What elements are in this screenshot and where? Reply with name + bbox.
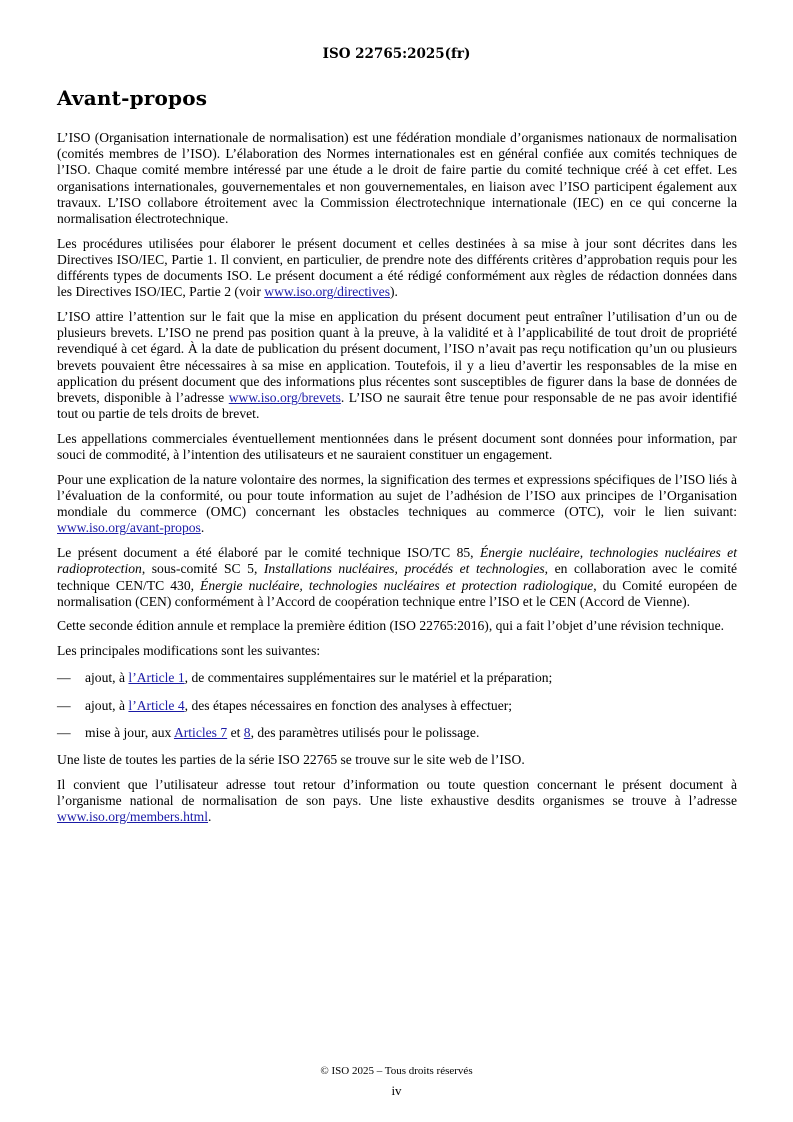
page-title: Avant-propos	[57, 86, 208, 110]
article-1-link[interactable]: l’Article 1	[128, 670, 185, 686]
article-7-link[interactable]: Articles 7	[173, 724, 228, 740]
dash-bullet: —	[57, 724, 71, 740]
dash-bullet: —	[57, 697, 71, 713]
directives-link[interactable]: www.iso.org/directives	[264, 284, 390, 300]
members-link[interactable]: www.iso.org/members.html	[57, 809, 209, 825]
paragraph-iso-intro: L’ISO (Organisation internationale de normalisation) est une fédération mondiale d’organismes nationaux de normalisation (comités membres de l’ISO). L’élaboration des Normes internationales est en général confiée aux comités techniques de l’ISO. Chaque comité membre intéressé par une étude a le droit de faire partie du comité technique créé à cet effet. Les organisations internationales, gouvernementales et non gouvernementales, en liaison avec l’ISO participent également aux travaux. L’ISO collabore étroitement avec la Commission électrotechnique internationale (IEC) en ce qui concerne la normalisation électrotechnique.	[57, 130, 737, 227]
foreword-body	[57, 130, 737, 834]
paragraph-trade-names: Les appellations commerciales éventuellement mentionnées dans le présent document sont données pour information, par souci de commodité, à l’intention des utilisateurs et ne sauraient constituer un engagement.	[57, 430, 737, 463]
paragraph-committee: Le présent document a été élaboré par le comité technique ISO/TC 85, Énergie nucléaire, technologies nucléaires et radioprotection, sous-comité SC 5, Installations nucléaires, procédés et technologies, en collaboration avec le comité technique CEN/TC 430, Énergie nucléaire, technologies nucléaires et protection radiologique, du Comité européen de normalisation (CEN) conformément à l’Accord de coopération technique entre l’ISO et le CEN (Accord de Vienne).	[57, 545, 738, 609]
article-4-link[interactable]: l’Article 4	[128, 697, 185, 713]
paragraph-patents: L’ISO attire l’attention sur le fait que la mise en application du présent document peut entraîner l’utilisation d’un ou de plusieurs brevets. L’ISO ne prend pas position quant à la preuve, à la validité et à l’applicabilité de tout droit de propriété revendiqué à cet égard. À la date de publication du présent document, l’ISO n’avait pas reçu notification qu’un ou plusieurs brevets pouvaient être nécessaires à sa mise en application. Toutefois, il y a lieu d’avertir les responsables de la mise en application du présent document que des informations plus récentes sont susceptibles de figurer dans la base de données de brevets, disponible à l’adresse www.iso.org/brevets. L’ISO ne saurait être tenue pour responsable de ne pas avoir identifié tout ou partie de tels droits de brevet.	[57, 309, 737, 422]
list-item: — ajout, à l’Article 4, des étapes nécessaires en fonction des analyses à effectuer;	[57, 697, 513, 713]
paragraph-edition: Cette seconde édition annule et remplace la première édition (ISO 22765:2016), qui a fait l’objet d’une révision technique.	[57, 618, 725, 634]
paragraph-feedback: Il convient que l’utilisateur adresse tout retour d’information ou toute question concernant le présent document à l’organisme national de normalisation de son pays. Une liste exhaustive desdits organismes se trouve à l’adresse www.iso.org/members.html.	[57, 776, 737, 825]
document-id-header: ISO 22765:2025(fr)	[322, 46, 471, 62]
paragraph-changes-intro: Les principales modifications sont les suivantes:	[57, 643, 321, 659]
article-8-link[interactable]: 8	[243, 724, 251, 740]
paragraph-series-list: Une liste de toutes les parties de la série ISO 22765 se trouve sur le site web de l’ISO.	[57, 752, 525, 767]
patents-link[interactable]: www.iso.org/brevets	[228, 390, 341, 406]
copyright-footer: © ISO 2025 – Tous droits réservés	[320, 1065, 473, 1077]
paragraph-voluntary-nature: Pour une explication de la nature volontaire des normes, la signification des termes et expressions spécifiques de l’ISO liés à l’évaluation de la conformité, ou pour toute information au sujet de l’adhésion de l’ISO aux principes de l’Organisation mondiale du commerce (OMC) concernant les obstacles techniques au commerce (OTC), voir le lien suivant: www.iso.org/avant-propos.	[57, 471, 737, 536]
dash-bullet: —	[57, 670, 71, 686]
list-item: — mise à jour, aux Articles 7 et 8, des paramètres utilisés pour le polissage.	[57, 724, 480, 740]
list-item: — ajout, à l’Article 1, de commentaires supplémentaires sur le matériel et la préparation;	[57, 670, 553, 686]
page-number: iv	[391, 1083, 402, 1098]
foreword-link[interactable]: www.iso.org/avant-propos	[57, 520, 201, 536]
paragraph-procedures: Les procédures utilisées pour élaborer le présent document et celles destinées à sa mise à jour sont décrites dans les Directives ISO/IEC, Partie 1. Il convient, en particulier, de prendre note des différents critères d’approbation requis pour les différents types de documents ISO. Le présent document a été rédigé conformément aux règles de rédaction données dans les Directives ISO/IEC, Partie 2 (voir www.iso.org/directives).	[57, 235, 737, 300]
